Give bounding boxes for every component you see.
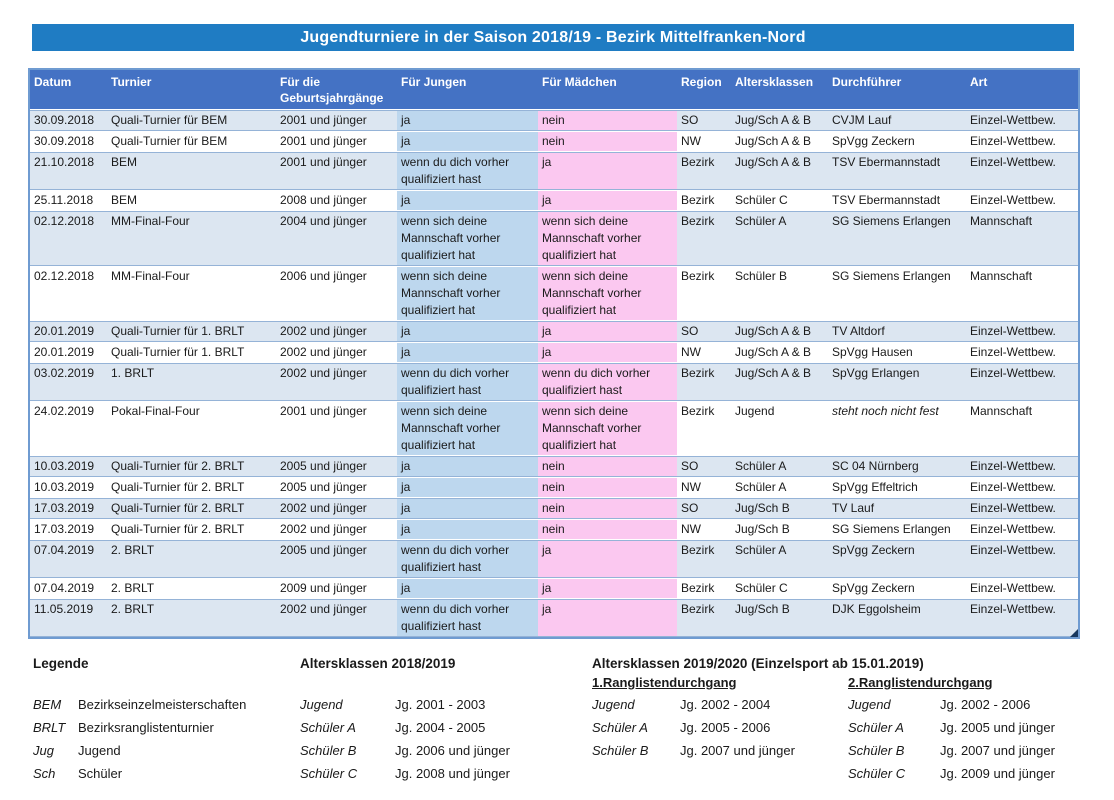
cell-datum: 02.12.2018 xyxy=(30,211,107,266)
cell-altersklassen: Jug/Sch A & B xyxy=(731,131,828,152)
cell-region: NW xyxy=(677,477,731,498)
legend-item xyxy=(33,720,246,743)
cell-jahrgaenge: 2001 und jünger xyxy=(276,401,397,456)
legend-label: BRLT xyxy=(33,720,66,735)
cell-turnier: Quali-Turnier für BEM xyxy=(107,131,276,152)
cell-art: Einzel-Wettbew. xyxy=(966,498,1078,519)
cell-datum: 20.01.2019 xyxy=(30,321,107,342)
cell-turnier: Quali-Turnier für 2. BRLT xyxy=(107,519,276,540)
cell-jungen: ja xyxy=(397,190,538,211)
cell-jahrgaenge: 2002 und jünger xyxy=(276,342,397,363)
cell-art: Einzel-Wettbew. xyxy=(966,321,1078,342)
cell-jahrgaenge: 2006 und jünger xyxy=(276,266,397,321)
cell-durchfuehrer: SpVgg Zeckern xyxy=(828,131,966,152)
cell-region: SO xyxy=(677,498,731,519)
cell-altersklassen: Schüler A xyxy=(731,540,828,578)
ranking-round-2-item xyxy=(848,766,1055,789)
cell-durchfuehrer: TSV Ebermannstadt xyxy=(828,152,966,190)
table-row xyxy=(30,342,1078,363)
column-header-datum: Datum xyxy=(30,70,107,110)
column-header-maedchen: Für Mädchen xyxy=(538,70,677,110)
cell-turnier: Quali-Turnier für 1. BRLT xyxy=(107,342,276,363)
ranking-round-1-label: Schüler B xyxy=(592,743,649,758)
ranking-round-2-value: Jg. 2007 und jünger xyxy=(940,743,1055,758)
cell-altersklassen: Jug/Sch A & B xyxy=(731,342,828,363)
ranking-round-1-title: 1.Ranglistendurchgang xyxy=(592,675,737,690)
cell-durchfuehrer: DJK Eggolsheim xyxy=(828,599,966,637)
cell-region: SO xyxy=(677,110,731,131)
cell-jahrgaenge: 2005 und jünger xyxy=(276,477,397,498)
legend-value: Schüler xyxy=(78,766,123,781)
age-class-2018-item xyxy=(300,743,510,766)
cell-turnier: Pokal-Final-Four xyxy=(107,401,276,456)
cell-art: Einzel-Wettbew. xyxy=(966,477,1078,498)
cell-datum: 10.03.2019 xyxy=(30,477,107,498)
ranking-round-1-item xyxy=(592,697,848,720)
cell-datum: 20.01.2019 xyxy=(30,342,107,363)
cell-altersklassen: Schüler C xyxy=(731,190,828,211)
cell-turnier: Quali-Turnier für 1. BRLT xyxy=(107,321,276,342)
cell-region: Bezirk xyxy=(677,401,731,456)
cell-datum: 11.05.2019 xyxy=(30,599,107,637)
cell-jahrgaenge: 2004 und jünger xyxy=(276,211,397,266)
cell-region: NW xyxy=(677,131,731,152)
cell-jahrgaenge: 2002 und jünger xyxy=(276,599,397,637)
ranking-round-2-label: Jugend xyxy=(848,697,891,712)
cell-altersklassen: Jugend xyxy=(731,401,828,456)
cell-datum: 10.03.2019 xyxy=(30,456,107,477)
cell-jahrgaenge: 2002 und jünger xyxy=(276,321,397,342)
table-row xyxy=(30,110,1078,131)
cell-altersklassen: Jug/Sch A & B xyxy=(731,152,828,190)
cell-datum: 02.12.2018 xyxy=(30,266,107,321)
cell-region: Bezirk xyxy=(677,211,731,266)
cell-region: Bezirk xyxy=(677,540,731,578)
cell-maedchen: nein xyxy=(538,131,677,152)
cell-region: NW xyxy=(677,519,731,540)
age-class-2018-value: Jg. 2001 - 2003 xyxy=(395,697,486,712)
table-row xyxy=(30,321,1078,342)
table-row xyxy=(30,211,1078,266)
cell-art: Einzel-Wettbew. xyxy=(966,456,1078,477)
table-row xyxy=(30,519,1078,540)
resize-corner-icon xyxy=(1070,629,1078,637)
cell-jungen: wenn du dich vorher qualifiziert hast xyxy=(397,152,538,190)
cell-turnier: 2. BRLT xyxy=(107,578,276,599)
cell-maedchen: ja xyxy=(538,342,677,363)
ranking-round-1-item xyxy=(592,743,848,766)
cell-region: SO xyxy=(677,456,731,477)
cell-turnier: Quali-Turnier für 2. BRLT xyxy=(107,456,276,477)
cell-jungen: ja xyxy=(397,342,538,363)
cell-jahrgaenge: 2005 und jünger xyxy=(276,540,397,578)
cell-durchfuehrer: CVJM Lauf xyxy=(828,110,966,131)
cell-region: Bezirk xyxy=(677,363,731,401)
ranking-round-1-value: Jg. 2005 - 2006 xyxy=(680,720,771,735)
table-row xyxy=(30,266,1078,321)
cell-jahrgaenge: 2002 und jünger xyxy=(276,498,397,519)
cell-region: NW xyxy=(677,342,731,363)
cell-maedchen: wenn sich deine Mannschaft vorher qualifiziert hat xyxy=(538,401,677,456)
age-classes-2019-title: Altersklassen 2019/2020 (Einzelsport ab 15.01.2019) xyxy=(592,656,924,671)
ranking-round-1-value: Jg. 2007 und jünger xyxy=(680,743,795,758)
cell-art: Einzel-Wettbew. xyxy=(966,599,1078,637)
ranking-round-2-item xyxy=(848,697,1055,720)
cell-maedchen: ja xyxy=(538,599,677,637)
cell-durchfuehrer: SG Siemens Erlangen xyxy=(828,266,966,321)
cell-jungen: wenn du dich vorher qualifiziert hast xyxy=(397,363,538,401)
ranking-round-2-label: Schüler A xyxy=(848,720,904,735)
table-row xyxy=(30,152,1078,190)
cell-altersklassen: Jug/Sch A & B xyxy=(731,110,828,131)
cell-jungen: ja xyxy=(397,519,538,540)
age-class-2018-label: Jugend xyxy=(300,697,343,712)
cell-jungen: ja xyxy=(397,498,538,519)
cell-datum: 30.09.2018 xyxy=(30,131,107,152)
table-row xyxy=(30,190,1078,211)
age-classes-2018-section xyxy=(300,656,510,789)
cell-jahrgaenge: 2001 und jünger xyxy=(276,152,397,190)
cell-turnier: MM-Final-Four xyxy=(107,266,276,321)
age-class-2018-label: Schüler A xyxy=(300,720,356,735)
cell-turnier: BEM xyxy=(107,190,276,211)
legend-label: Jug xyxy=(33,743,54,758)
cell-region: Bezirk xyxy=(677,152,731,190)
cell-altersklassen: Jug/Sch B xyxy=(731,599,828,637)
cell-durchfuehrer: TV Lauf xyxy=(828,498,966,519)
cell-region: SO xyxy=(677,321,731,342)
cell-durchfuehrer: SG Siemens Erlangen xyxy=(828,519,966,540)
cell-durchfuehrer: SG Siemens Erlangen xyxy=(828,211,966,266)
legend-value: Bezirkseinzelmeisterschaften xyxy=(78,697,247,712)
age-class-2018-value: Jg. 2006 und jünger xyxy=(395,743,510,758)
ranking-round-2-item xyxy=(848,743,1055,766)
legend-title: Legende xyxy=(33,656,89,671)
cell-datum: 07.04.2019 xyxy=(30,578,107,599)
cell-jungen: wenn sich deine Mannschaft vorher qualifiziert hat xyxy=(397,401,538,456)
column-header-jahrgaenge: Für die Geburtsjahrgänge xyxy=(276,70,397,110)
cell-turnier: Quali-Turnier für 2. BRLT xyxy=(107,498,276,519)
cell-maedchen: nein xyxy=(538,498,677,519)
cell-datum: 21.10.2018 xyxy=(30,152,107,190)
ranking-round-1-group xyxy=(592,675,848,789)
cell-turnier: BEM xyxy=(107,152,276,190)
legend-item xyxy=(33,766,246,789)
cell-maedchen: nein xyxy=(538,477,677,498)
cell-maedchen: ja xyxy=(538,190,677,211)
ranking-round-2-title: 2.Ranglistendurchgang xyxy=(848,675,993,690)
cell-region: Bezirk xyxy=(677,266,731,321)
table-row xyxy=(30,401,1078,456)
cell-art: Einzel-Wettbew. xyxy=(966,578,1078,599)
tournament-table xyxy=(28,68,1080,639)
age-class-2018-value: Jg. 2004 - 2005 xyxy=(395,720,486,735)
cell-durchfuehrer: steht noch nicht fest xyxy=(828,401,966,456)
ranking-round-1-label: Schüler A xyxy=(592,720,648,735)
cell-jungen: wenn sich deine Mannschaft vorher qualifiziert hat xyxy=(397,266,538,321)
age-class-2018-label: Schüler B xyxy=(300,743,357,758)
table-row xyxy=(30,540,1078,578)
cell-art: Mannschaft xyxy=(966,211,1078,266)
cell-altersklassen: Jug/Sch A & B xyxy=(731,363,828,401)
cell-altersklassen: Schüler A xyxy=(731,477,828,498)
cell-maedchen: ja xyxy=(538,540,677,578)
cell-jungen: wenn du dich vorher qualifiziert hast xyxy=(397,540,538,578)
cell-jungen: ja xyxy=(397,578,538,599)
cell-durchfuehrer: SpVgg Zeckern xyxy=(828,540,966,578)
cell-jahrgaenge: 2005 und jünger xyxy=(276,456,397,477)
cell-jahrgaenge: 2008 und jünger xyxy=(276,190,397,211)
cell-altersklassen: Schüler A xyxy=(731,456,828,477)
cell-maedchen: nein xyxy=(538,519,677,540)
cell-turnier: Quali-Turnier für BEM xyxy=(107,110,276,131)
cell-art: Mannschaft xyxy=(966,401,1078,456)
ranking-round-2-item xyxy=(848,720,1055,743)
column-header-art: Art xyxy=(966,70,1078,110)
cell-art: Einzel-Wettbew. xyxy=(966,519,1078,540)
table-row xyxy=(30,477,1078,498)
cell-altersklassen: Jug/Sch B xyxy=(731,498,828,519)
column-header-region: Region xyxy=(677,70,731,110)
cell-jungen: ja xyxy=(397,456,538,477)
cell-maedchen: nein xyxy=(538,456,677,477)
cell-durchfuehrer: SC 04 Nürnberg xyxy=(828,456,966,477)
page-title: Jugendturniere in der Saison 2018/19 - Bezirk Mittelfranken-Nord xyxy=(32,24,1074,51)
cell-region: Bezirk xyxy=(677,599,731,637)
cell-jahrgaenge: 2009 und jünger xyxy=(276,578,397,599)
cell-durchfuehrer: SpVgg Zeckern xyxy=(828,578,966,599)
ranking-round-2-label: Schüler B xyxy=(848,743,905,758)
age-class-2018-item xyxy=(300,697,510,720)
ranking-round-2-value: Jg. 2009 und jünger xyxy=(940,766,1055,781)
cell-jungen: wenn sich deine Mannschaft vorher qualifiziert hat xyxy=(397,211,538,266)
ranking-round-2-label: Schüler C xyxy=(848,766,906,781)
cell-turnier: 1. BRLT xyxy=(107,363,276,401)
age-class-2018-label: Schüler C xyxy=(300,766,358,781)
table-row xyxy=(30,131,1078,152)
cell-art: Einzel-Wettbew. xyxy=(966,363,1078,401)
cell-datum: 17.03.2019 xyxy=(30,519,107,540)
legend-label: BEM xyxy=(33,697,62,712)
cell-jungen: ja xyxy=(397,110,538,131)
cell-maedchen: wenn sich deine Mannschaft vorher qualifiziert hat xyxy=(538,211,677,266)
legend-section xyxy=(33,656,246,789)
legend-value: Jugend xyxy=(78,743,121,758)
cell-jahrgaenge: 2001 und jünger xyxy=(276,131,397,152)
cell-datum: 03.02.2019 xyxy=(30,363,107,401)
cell-jungen: ja xyxy=(397,477,538,498)
cell-turnier: MM-Final-Four xyxy=(107,211,276,266)
age-class-2018-item xyxy=(300,766,510,789)
cell-art: Einzel-Wettbew. xyxy=(966,110,1078,131)
cell-art: Einzel-Wettbew. xyxy=(966,342,1078,363)
cell-turnier: 2. BRLT xyxy=(107,540,276,578)
ranking-round-1-label: Jugend xyxy=(592,697,635,712)
cell-jungen: wenn du dich vorher qualifiziert hast xyxy=(397,599,538,637)
legend-item xyxy=(33,743,246,766)
cell-art: Einzel-Wettbew. xyxy=(966,131,1078,152)
column-header-durchfuehrer: Durchführer xyxy=(828,70,966,110)
cell-turnier: Quali-Turnier für 2. BRLT xyxy=(107,477,276,498)
cell-art: Mannschaft xyxy=(966,266,1078,321)
cell-region: Bezirk xyxy=(677,190,731,211)
ranking-round-2-value: Jg. 2002 - 2006 xyxy=(940,697,1031,712)
cell-maedchen: ja xyxy=(538,152,677,190)
cell-art: Einzel-Wettbew. xyxy=(966,540,1078,578)
table-row xyxy=(30,578,1078,599)
cell-jungen: ja xyxy=(397,131,538,152)
cell-turnier: 2. BRLT xyxy=(107,599,276,637)
ranking-round-1-item xyxy=(592,720,848,743)
cell-datum: 25.11.2018 xyxy=(30,190,107,211)
cell-maedchen: wenn sich deine Mannschaft vorher qualifiziert hat xyxy=(538,266,677,321)
column-header-turnier: Turnier xyxy=(107,70,276,110)
cell-datum: 24.02.2019 xyxy=(30,401,107,456)
cell-altersklassen: Schüler A xyxy=(731,211,828,266)
table-row xyxy=(30,498,1078,519)
cell-altersklassen: Schüler B xyxy=(731,266,828,321)
table-header-row xyxy=(30,70,1078,110)
age-class-2018-item xyxy=(300,720,510,743)
cell-datum: 07.04.2019 xyxy=(30,540,107,578)
age-classes-2019-section xyxy=(592,656,1055,789)
cell-maedchen: ja xyxy=(538,578,677,599)
cell-jahrgaenge: 2002 und jünger xyxy=(276,363,397,401)
age-classes-2018-title: Altersklassen 2018/2019 xyxy=(300,656,456,671)
cell-jahrgaenge: 2001 und jünger xyxy=(276,110,397,131)
cell-art: Einzel-Wettbew. xyxy=(966,152,1078,190)
legend-label: Sch xyxy=(33,766,56,781)
ranking-round-1-value: Jg. 2002 - 2004 xyxy=(680,697,771,712)
cell-durchfuehrer: SpVgg Hausen xyxy=(828,342,966,363)
age-class-2018-value: Jg. 2008 und jünger xyxy=(395,766,510,781)
cell-region: Bezirk xyxy=(677,578,731,599)
table-row xyxy=(30,456,1078,477)
table-row xyxy=(30,599,1078,637)
cell-maedchen: wenn du dich vorher qualifiziert hast xyxy=(538,363,677,401)
ranking-round-2-value: Jg. 2005 und jünger xyxy=(940,720,1055,735)
cell-altersklassen: Jug/Sch A & B xyxy=(731,321,828,342)
cell-altersklassen: Jug/Sch B xyxy=(731,519,828,540)
cell-jahrgaenge: 2002 und jünger xyxy=(276,519,397,540)
column-header-jungen: Für Jungen xyxy=(397,70,538,110)
ranking-round-2-group xyxy=(848,675,1055,789)
cell-art: Einzel-Wettbew. xyxy=(966,190,1078,211)
cell-datum: 30.09.2018 xyxy=(30,110,107,131)
cell-durchfuehrer: TSV Ebermannstadt xyxy=(828,190,966,211)
cell-jungen: ja xyxy=(397,321,538,342)
legend-value: Bezirksranglistenturnier xyxy=(78,720,214,735)
cell-altersklassen: Schüler C xyxy=(731,578,828,599)
table-row xyxy=(30,363,1078,401)
cell-maedchen: nein xyxy=(538,110,677,131)
legend-item xyxy=(33,697,246,720)
cell-datum: 17.03.2019 xyxy=(30,498,107,519)
cell-durchfuehrer: SpVgg Erlangen xyxy=(828,363,966,401)
cell-durchfuehrer: TV Altdorf xyxy=(828,321,966,342)
cell-durchfuehrer: SpVgg Effeltrich xyxy=(828,477,966,498)
cell-maedchen: ja xyxy=(538,321,677,342)
column-header-altersklassen: Altersklassen xyxy=(731,70,828,110)
